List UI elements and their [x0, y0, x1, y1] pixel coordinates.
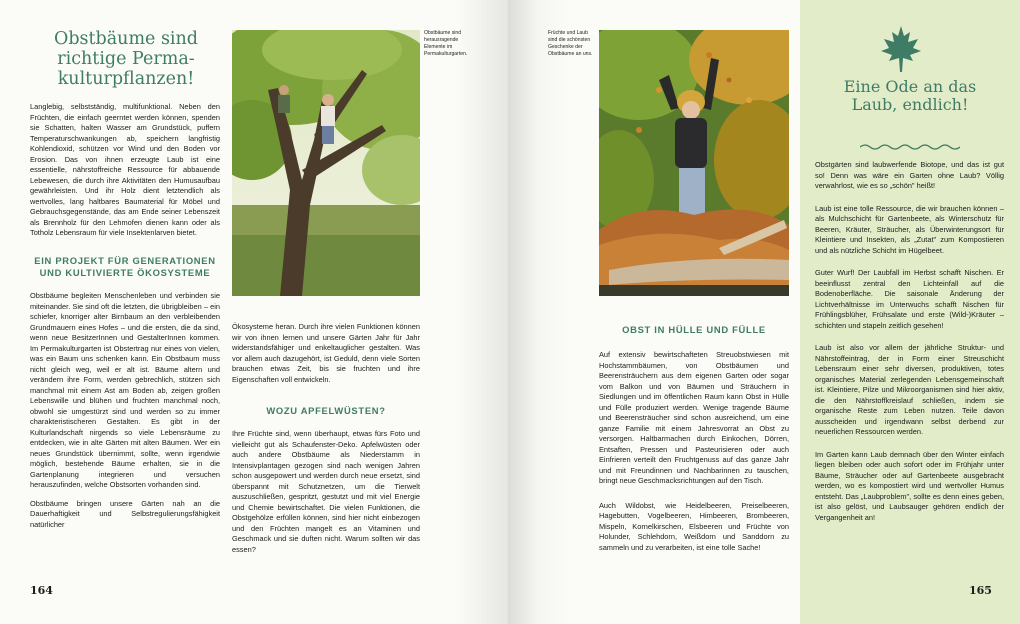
page-number-right: 165: [969, 584, 992, 597]
left-column-2: [232, 322, 420, 556]
sidebar-paragraph-4: Laub ist also vor allem der jährliche Struktur- und Nährstoffeintrag, der in Form einer Streuschicht Lebensraum einer sehr diversen, produktiven, totes organisches Material zerlegenden Lebensgemeinschaft ist. Kleintiere, Pilze und Mikroorganismen sind hier aktiv, die den Nährstoffkreislauf schließen, indem sie organische Reste zum Leben nutzen. Teile davon ausscheiden und irgendwann selbst derbend zur neuerlichen Ressourcen werden.: [815, 343, 1004, 437]
subheading-apple-deserts: WOZU APFELWÜSTEN?: [266, 405, 386, 417]
ecosystems-paragraph-start: Obstbäume bringen unsere Gärten nah an die Dauerhaftigkeit und Selbstregulierungsfähigkeit natürlicher: [30, 498, 220, 529]
wild-fruit-paragraph: Auch Wildobst, wie Heidelbeeren, Preiselbeeren, Hagebutten, Vogelbeeren, Himbeeren, Brombeeren, Mispeln, Kornelkirschen, Elsbeeren und Früchte von Holunder, Schlehdorn, Weißdorn und Sanddorn zu sammeln und zu verarbeiten, ist eine tolle Sache!: [599, 500, 789, 552]
wavy-divider-icon: [860, 143, 960, 151]
sidebar-paragraph-3: Guter Wurf! Der Laubfall im Herbst schafft Nischen. Er beeinflusst zentral den Lichteinfall auf die Bodenoberfläche. Die saisonale Änderung der Lichtverhältnisse im Unterwuchs schafft Nischen für Frühlingsblüher, Frühsalate und erste (Wild-)Kräuter – schichten und stapeln zeitlich gesehen!: [815, 268, 1004, 330]
abundance-paragraph: Auf extensiv bewirtschafteten Streuobstwiesen mit Hochstammbäumen, von Obstbäumen und Beerensträuchern aus dem eigenen Garten oder sogar vom Balkon und von Bäumen und Sträuchern in Siedlungen und im öffentlichen Raum kann Obst in Hülle und Fülle produziert werden. Wenige tragende Bäume und Beerensträucher sind schon ausreichend, um eine ganze Familie mit einem Jahresvorrat an Obst zu versorgen. Haltbarmachen durch Einkochen, Dörren, Entsaften, Pressen und Pasteurisieren oder auch Einfrieren verteilt den Fruchtgenuss auf das ganze Jahr und mit Freundinnen und Nachbarinnen zu tauschen, bringt neue Geschmacksrichtungen auf den Tisch.: [599, 350, 789, 486]
sidebar-paragraph-2: Laub ist eine tolle Ressource, die wir brauchen können – als Mulchschicht für Gartenbeete, als Winterschutz für Beeren, Kräuter, Sträucher, als Überwinterungsort für Kleintiere und Insekten, als „Zutat" zum Kompostieren und als nützliche Schicht im Hügelbeet.: [815, 203, 1004, 255]
left-photo-caption: Obstbäume sind herausragende Elemente im Permakulturgarten.: [424, 30, 468, 57]
ecosystems-paragraph-end: Ökosysteme heran. Durch ihre vielen Funktionen können wir von ihnen lernen und unsere Gärten Jahr für Jahr widerstandsfähiger und enkeltauglicher gestalten. Was vor allem auch dazugehört, ist Geduld, denn viele Sorten brauchen etwas Zeit, bis sie fruchten und ihre Eigenschaften voll entwickeln.: [232, 322, 420, 384]
sidebar-column: [815, 160, 1004, 523]
sidebar-paragraph-1: Obstgärten sind laubwerfende Biotope, und das ist gut so! Denn was wäre ein Garten ohne Laub? Völlig verwahrlost, wie es so „schön" heißt!: [815, 160, 1004, 191]
subheading-generations: EIN PROJEKT FÜR GENERATIONEN UND KULTIVIERTE ÖKOSYSTEME: [34, 254, 216, 278]
intro-paragraph: Langlebig, selbstständig, multifunktional. Neben den Früchten, die einfach geerntet werden können, spenden sie Schatten, halten Wasser am Grundstück, puffern Temperaturschwankungen ab, speichern langfristig Kohlendioxid, schützen vor Wind und den Boden vor Erosion. Das von ihnen erzeugte Laub ist eine essentielle, nährstoffreiche Ressource für abbauende Lebewesen, die durch ihre Aktivitäten den Humusaufbau gewährleisten. Und ihr Holz dient letztendlich als wertvolles, lang haltbares Baumaterial für Möbel und Gebrauchsgegenstände, das am Ende seiner Lebenszeit als Brennholz für den Lehmofen dienen kann oder als Totholz Lebensraum für viele Insektenlarven bietet.: [30, 102, 220, 238]
right-main-column: [599, 324, 789, 554]
photo-child-throwing-leaves: [599, 30, 789, 296]
sidebar-title: Eine Ode an das Laub, endlich!: [843, 77, 977, 115]
page-number-left: 164: [30, 584, 53, 597]
subheading-abundance: OBST IN HÜLLE UND FÜLLE: [622, 324, 766, 335]
apple-deserts-paragraph: Ihre Früchte sind, wenn überhaupt, etwas fürs Foto und vielleicht gut als Schaufenster-Deko. Apfelwüsten oder auch andere Obstbäume als Niederstamm in Intensivplantagen gezogen sind nach wenigen Jahren schon ausgepowert und werden durch neue ersetzt, sind überspannt mit Schutznetzen, um die Tierwelt auszuschließen, gespritzt, gestutzt und mit viel Energie und Chemie bewirtschaftet. Die vielen Funktionen, die Obstgehölze erfüllen können, sind hier nicht einbezogen und den Früchten mangelt es an Vitaminen und Geschmack und sie duften nicht. Warum sollten wir das essen?: [232, 429, 420, 554]
generations-paragraph: Obstbäume begleiten Menschenleben und verbinden sie miteinander. Sie sind oft die letzten, die übrigbleiben – ein schiefer, knorriger alter Birnbaum an den verbleibenden Grundmauern eines Hofes – und die ersten, die da sind, wenn neue BesitzerInnen und GestalterInnen kommen. Im Permakulturgarten ist Obstertrag nur eines von vielen, was ein Baum uns schenken kann. Ein Obstbaum muss nicht gleich weg, weil er alt ist. Bäume altern und verändern ihre Form, werden gebrechlich, stützen sich manchmal mit einem Ast am Boden ab, zeigen großen Lebenswille und blühen und fruchten manchmal noch, obwohl sie umgestürzt sind und werden so zu immer charakteristischeren Gestalten. Es gibt in der Kulturlandschaft nirgends so viele Lebensräume zu entdecken, wie in alte Gärten mit alten Bäumen. Wer ein neues Grundstück übernimmt, sollte, wenn irgendwie möglich, bestehende Bäume erhalten, sie in die Gartenplanung integrieren und versuchen herauszufinden, welche Obstsorten vorhanden sind.: [30, 291, 220, 490]
maple-leaf-icon: [880, 24, 922, 74]
right-photo-caption: Früchte und Laub sind die schönsten Geschenke der Obstbäume an uns.: [548, 30, 593, 57]
left-page-title: Obstbäume sind richtige Permakulturpflanzen!: [53, 29, 199, 89]
photo-children-in-tree: [232, 30, 420, 296]
left-column-1: [30, 102, 220, 530]
sidebar-paragraph-5: Im Garten kann Laub demnach über den Winter einfach liegen bleiben oder auch sofort oder im Frühjahr unter Bäume, Sträucher oder auf Gartenbeete ausgebracht werden, wo es kompostiert wird und wertvoller Humus entsteht. Das „Laubproblem", sollte es denn eines geben, ist also gelöst, und Laubsauger gehören endlich der Vergangenheit an!: [815, 449, 1004, 522]
